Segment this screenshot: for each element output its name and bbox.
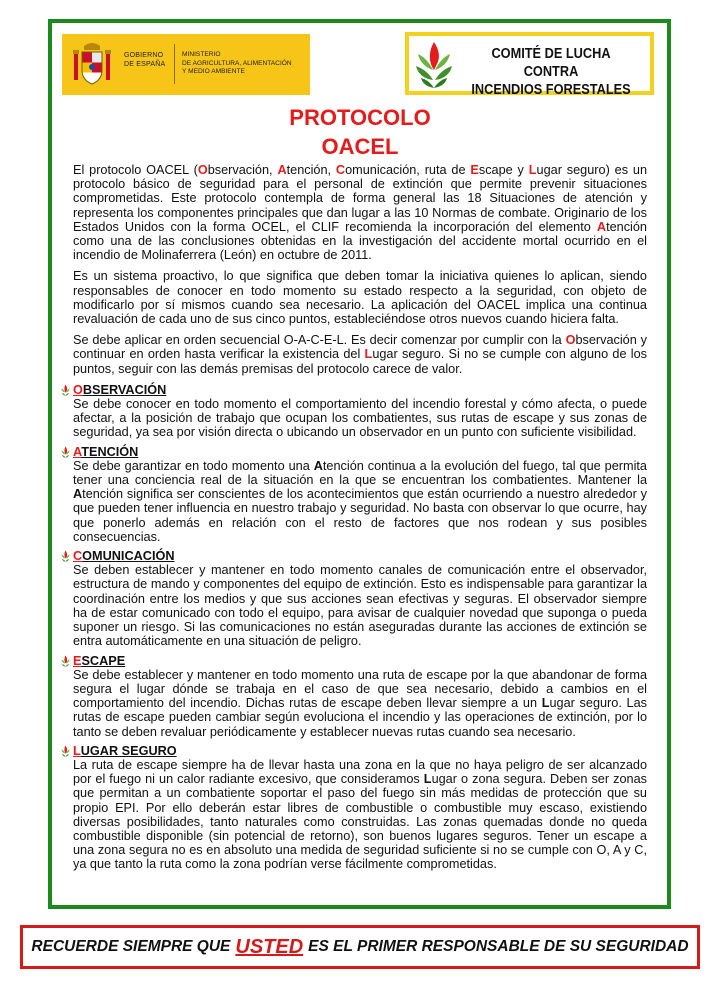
coat-of-arms-icon: [72, 40, 112, 88]
heading-initial: O: [73, 382, 83, 397]
ministerio-label: MINISTERIO DE AGRICULTURA, ALIMENTACIÓN Y MEDIO AMBIENTE: [182, 51, 292, 75]
heading-initial: A: [73, 444, 82, 459]
text-run: tención como una de las conclusiones obtenidas en la investigación del accidente mortal ocurrido en el incendio de Molinaferrera (León) en octubre de 2011.: [73, 219, 647, 263]
text-run: tención continua a la evolución del fuego, tal que permita tener una conciencia real de la situación en la que se encuentran los combatientes. Mantener la: [73, 458, 647, 488]
highlight-initial: O: [197, 163, 208, 177]
protocol-section: [73, 744, 647, 872]
text-run: scape y: [478, 163, 529, 177]
intro-paragraphs: [73, 163, 647, 376]
text-run: Se debe establecer y mantener en todo momento una ruta de escape por la que abandonar de forma segura el lugar dónde se trabaja en el caso de que sea necesario, debido a cambios en el comportamiento del incendio. Dichas rutas de escape deben llevar siempre a un: [73, 667, 647, 711]
highlight-initial: A: [596, 219, 607, 234]
highlight-initial: E: [470, 163, 479, 177]
heading-rest: SCAPE: [81, 653, 126, 668]
protocol-section: [73, 445, 647, 544]
text-run: tención significa ser conscientes de los acontecimientos que están ocurriendo a nuestro alrededor y que pueden tener influencia en nuestro trabajo y seguridad. No basta con observar lo que ocurre, hay que ponerlo además en relación con el resto de factores que nos rodean y sus posibles consecuencias.: [73, 487, 647, 544]
flame-bullet-icon: [61, 446, 70, 458]
highlight-initial: L: [364, 347, 373, 362]
highlight-initial: O: [565, 333, 576, 348]
banner-text-before: RECUERDE SIEMPRE QUE: [31, 938, 231, 955]
text-run: ugar seguro) es un protocolo básico de seguridad para el personal de extinción que permite prevenir situaciones comprometidas. Este protocolo contempla de forma general las 18 Situaciones de atención y representa los componentes principales que dan lugar a las 10 Normas de combate. Originario de los Estados Unidos con la forma OCEL, el CLIF recomienda la incorporación del elemento: [73, 163, 648, 234]
section-body: [73, 397, 647, 440]
protocol-section: [73, 549, 647, 648]
heading-rest: TENCIÓN: [81, 444, 139, 459]
logo-divider: [174, 44, 175, 84]
highlight-initial: L: [528, 163, 537, 177]
intro-paragraph: [73, 269, 647, 326]
title-line-1: PROTOCOLO: [289, 105, 431, 130]
section-body: [73, 668, 647, 739]
flame-bullet-icon: [61, 745, 70, 757]
section-body: [73, 459, 647, 544]
section-body: [73, 563, 647, 648]
comite-logo-box: [405, 32, 654, 98]
text-run: Se debe garantizar en todo momento una: [73, 458, 314, 473]
section-heading: [73, 654, 647, 668]
flame-bullet-icon: [61, 384, 70, 396]
protocol-sections: [73, 383, 647, 872]
intro-paragraph: [73, 333, 647, 376]
document-body: [73, 163, 647, 877]
heading-initial: L: [73, 743, 81, 758]
highlight-initial: A: [277, 163, 287, 177]
government-logo: [62, 34, 310, 95]
text-run: ugar seguro. Las rutas de escape pueden cambiar según evoluciona el incendio y las operaciones de extinción, por lo tanto se deben revaluar periódicamente y establecer nuevas rutas cuando sea necesario.: [73, 696, 647, 739]
section-heading: [73, 445, 647, 459]
text-run: Se debe aplicar en orden secuencial O-A-C-E-L. Es decir comenzar por cumplir con la: [73, 333, 566, 348]
text-run: ugar o zona segura. Deben ser zonas que permitan a un combatiente soportar el paso del fuego sin más medidas de protección que su propio EPI. Por ello deberán estar libres de combustible o combustible muy escaso, existiendo diversas posibilidades, tanto naturales como construidas. Las zonas quemadas donde no queda combustible disponible (sin potencial de retorno), son buenos lugares seguros. Tener un escape a una zona segura no es en absoluto una medida de seguridad suficiente si no se cumple con O, A y C, ya que tanto la ruta como la zona podrían verse fácilmente comprometidas.: [73, 772, 647, 872]
text-run: omunicación, ruta de: [345, 163, 471, 177]
text-run: ugar seguro. Si no se cumple con alguno de los puntos, seguir con las demás premisas del protocolo carece de valor.: [73, 347, 647, 376]
flame-leaf-icon: [415, 40, 453, 90]
text-run: tención,: [286, 163, 336, 177]
protocol-section: [73, 383, 647, 440]
bold-initial: A: [73, 487, 83, 502]
text-run: Es un sistema proactivo, lo que significa que deben tomar la iniciativa quienes lo aplican, siendo responsables de conocer en todo momento su estado respecto a la seguridad, con objeto de modificarlo por sí mismos cuando sea necesario. La aplicación del OACEL implica una continua revaluación de cada uno de sus cinco puntos, estableciéndose otros nuevos cuando hiciera falta.: [73, 269, 647, 327]
text-run: Se deben establecer y mantener en todo momento canales de comunicación entre el observador, estructura de mando y componentes del equipo de extinción. Esto es indispensable para garantizar la coordinación entre los medios y que sus acciones sean efectivas y seguras. El observador siempre ha de estar comunicado con todo el equipo, para avisar de cualquier novedad que suponga o pueda suponer un riesgo. Si las comunicaciones no están aseguradas durante las acciones de extinción se entra automáticamente en una situación de peligro.: [73, 563, 647, 649]
highlight-initial: C: [335, 163, 346, 177]
heading-initial: C: [73, 549, 83, 564]
bold-initial: A: [313, 458, 323, 473]
heading-rest: BSERVACIÓN: [82, 382, 167, 397]
section-heading: [73, 744, 647, 758]
text-run: La ruta de escape siempre ha de llevar hasta una zona en la que no haya peligro de ser alcanzado por el fuego ni un calor radiante excesivo, que consideramos: [73, 757, 647, 787]
title-line-2: OACEL: [321, 134, 399, 159]
protocol-section: [73, 654, 647, 739]
banner-text-after: ES EL PRIMER RESPONSABLE DE SU SEGURIDAD: [308, 938, 689, 955]
section-heading: [73, 549, 647, 563]
intro-paragraph: [73, 163, 647, 262]
text-run: El protocolo OACEL (: [73, 163, 198, 177]
heading-initial: E: [73, 653, 82, 668]
section-heading: [73, 383, 647, 397]
gobierno-label: GOBIERNO DE ESPAÑA: [124, 52, 166, 68]
banner-emphasis: USTED: [235, 935, 304, 958]
text-run: bservación,: [207, 163, 278, 177]
text-run: Se debe conocer en todo momento el comportamiento del incendio forestal y cómo afecta, o puede afectar, a la posición de trabajo que ocupan los combatientes, sus rutas de escape y sus zonas de seguridad, ya sea por visión directa o ubicando un observador en un punto con suficiente visibilidad.: [73, 397, 647, 440]
heading-rest: OMUNICACIÓN: [82, 549, 175, 564]
reminder-banner: [20, 925, 700, 969]
document-title: [60, 103, 660, 161]
heading-rest: UGAR SEGURO: [80, 743, 177, 758]
comite-title: COMITÉ DE LUCHA CONTRA INCENDIOS FORESTALES: [471, 46, 631, 98]
bold-initial: L: [541, 696, 550, 711]
bold-initial: L: [423, 772, 432, 787]
flame-bullet-icon: [61, 655, 70, 667]
flame-bullet-icon: [61, 550, 70, 562]
text-run: bservación y continuar en orden hasta verificar la existencia del: [73, 333, 647, 362]
section-body: [73, 758, 647, 872]
